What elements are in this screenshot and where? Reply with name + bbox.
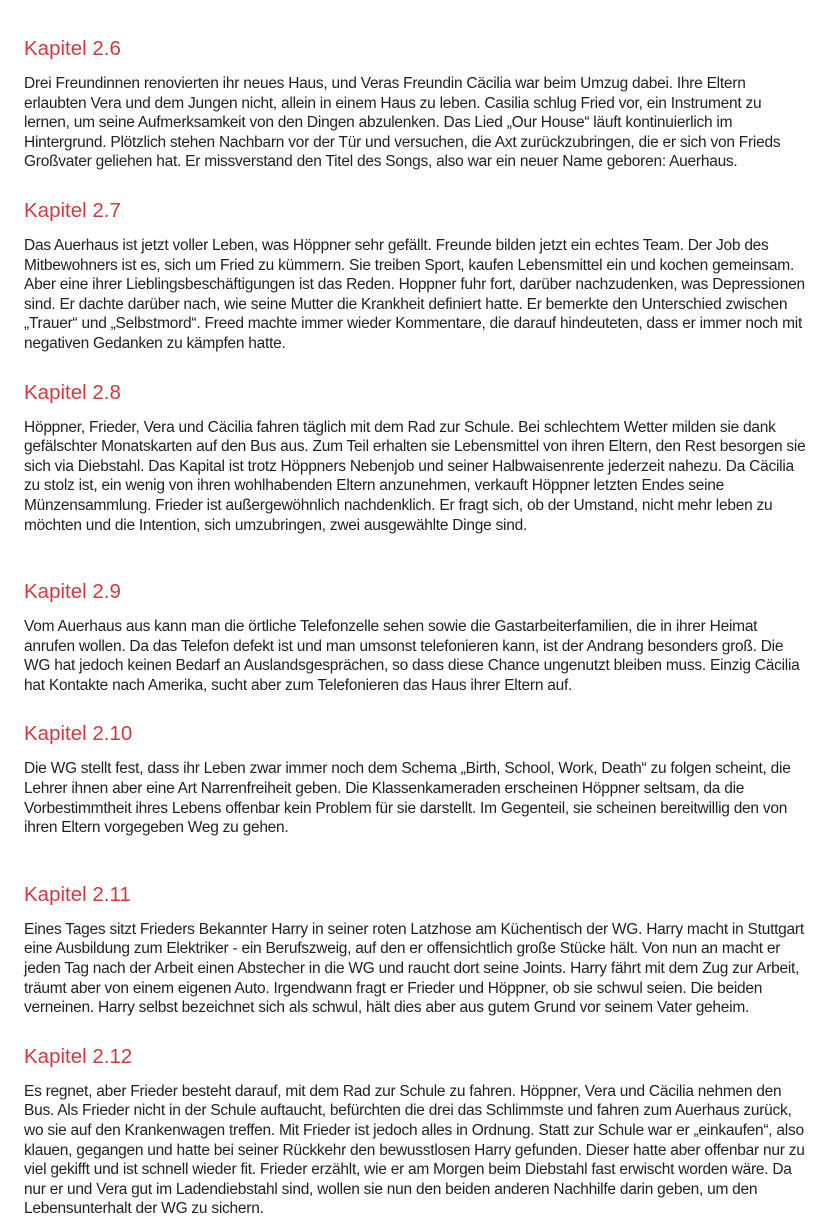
- chapter-section-2-12: [24, 1044, 806, 1219]
- chapter-summary-text: Vom Auerhaus aus kann man die örtliche Telefonzelle sehen sowie die Gastarbeiterfamilien, die in ihrer Heimat anrufen wollen. Da das Telefon defekt ist und man umsonst telefonieren kann, ist der Andrang besonders groß. Die WG hat jedoch keinen Bedarf an Auslandsgesprächen, so dass diese Chance ungenutzt bleiben muss. Einzig Cäcilia hat Kontakte nach Amerika, sucht aber zum Telefonieren das Haus ihrer Eltern auf.: [24, 618, 800, 694]
- chapter-section-2-9: [24, 579, 806, 695]
- chapter-summary-text: Die WG stellt fest, dass ihr Leben zwar immer noch dem Schema „Birth, School, Work, Death“ zu folgen scheint, die Lehrer ihnen aber eine Art Narrenfreiheit geben. Die Klassenkameraden erscheinen Höppner seltsam, da die Vorbestimmtheit ihres Lebens offenbar kein Problem für sie darstellt. Im Gegenteil, sie scheinen bereitwillig den von ihren Eltern vorgegeben Weg zu gehen.: [24, 760, 791, 837]
- chapter-section-2-11: [24, 882, 806, 1018]
- chapter-summary-text: Das Auerhaus ist jetzt voller Leben, was Höppner sehr gefällt. Freunde bilden jetzt ein echtes Team. Der Job des Mitbewohners ist es, sich um Fried zu kümmern. Sie treiben Sport, kaufen Lebensmittel ein und kochen gemeinsam. Aber eine ihrer Lieblingsbeschäftigungen ist das Reden. Hoppner fuhr fort, darüber nachzudenken, was Depressionen sind. Er dachte darüber nach, wie seine Mutter die Krankheit definiert hatte. Er bemerkte den Unterschied zwischen „Trauer“ und „Selbstmord“. Freed machte immer wieder Kommentare, die darauf hindeuteten, dass er immer noch mit negativen Gedanken zu kämpfen hatte.: [24, 236, 805, 352]
- chapter-section-2-6: [24, 36, 806, 172]
- chapter-summary-text: Es regnet, aber Frieder besteht darauf, mit dem Rad zur Schule zu fahren. Höppner, Vera und Cäcilia nehmen den Bus. Als Frieder nicht in der Schule auftaucht, befürchten die drei das Schlimmste und fahren zum Auerhaus zurück, wo sie auf den Krankenwagen treffen. Mit Frieder ist jedoch alles in Ordnung. Statt zur Schule war er „einkaufen“, also klauen, gegangen und hatte bei seiner Rückkehr den bewusstlosen Harry gefunden. Dieser hatte aber offenbar nur zu viel gekifft und ist schnell wieder fit. Frieder erzählt, wie er am Morgen beim Diebstahl fast erwischt worden wäre. Da nur er und Vera gut im Ladendiebstahl sind, wollen sie nun den beiden anderen Nachhilfe darin geben, um den Lebensunterhalt der WG zu sichern.: [24, 1082, 805, 1218]
- chapter-summary-text: Drei Freundinnen renovierten ihr neues Haus, und Veras Freundin Cäcilia war beim Umzug dabei. Ihre Eltern erlaubten Vera und dem Jungen nicht, allein in einem Haus zu leben. Casilia schlug Fried vor, ein Instrument zu lernen, um seine Aufmerksamkeit von den Dingen abzulenken. Das Lied „Our House“ läuft kontinuierlich im Hintergrund. Plötzlich stehen Nachbarn vor der Tür und versuchen, die Axt zurückzubringen, die er sich von Frieds Großvater geliehen hat. Er missverstand den Titel des Songs, also war ein neuer Name geboren: Auerhaus.: [24, 75, 781, 171]
- chapter-summary-text: Eines Tages sitzt Frieders Bekannter Harry in seiner roten Latzhose am Küchentisch der WG. Harry macht in Stuttgart eine Ausbildung zum Elektriker - ein Berufszweig, auf den er offensichtlich große Stücke hält. Von nun an macht er jeden Tag nach der Arbeit einen Abstecher in die WG und raucht dort seine Joints. Harry fährt mit dem Zug zur Arbeit, träumt aber von einem eigenen Auto. Irgendwann fragt er Frieder und Höppner, ob sie schwul seien. Die beiden verneinen. Harry selbst bezeichnet sich als schwul, hält dies aber aus gutem Grund vor seinem Vater geheim.: [24, 920, 804, 1017]
- chapter-heading: Kapitel 2.12: [24, 1044, 133, 1068]
- chapter-heading: Kapitel 2.7: [24, 198, 121, 222]
- chapter-heading: Kapitel 2.8: [24, 380, 121, 404]
- chapter-section-2-10: [24, 721, 806, 837]
- chapter-heading: Kapitel 2.11: [24, 882, 131, 906]
- chapter-section-2-7: [24, 198, 806, 354]
- chapter-heading: Kapitel 2.10: [24, 722, 133, 746]
- chapter-heading: Kapitel 2.6: [24, 37, 121, 60]
- chapter-section-2-8: [24, 380, 806, 536]
- chapter-heading: Kapitel 2.9: [24, 580, 121, 604]
- chapter-summary-text: Höppner, Frieder, Vera und Cäcilia fahren täglich mit dem Rad zur Schule. Bei schlechtem Wetter milden sie dank gefälschter Monatskarten auf den Bus aus. Zum Teil erhalten sie Lebensmittel von ihren Eltern, den Rest besorgen sie sich via Diebstahl. Das Kapital ist trotz Höppners Nebenjob und seiner Halbwaisenrente jederzeit nahezu. Da Cäcilia zu stolz ist, ein wenig von ihren wohlhabenden Eltern anzunehmen, verkauft Höppner letzten Endes seine Münzensammlung. Frieder ist außergewöhnlich nachdenklich. Er fragt sich, ob der Umstand, nicht mehr leben zu möchten und die Intention, sich umzubringen, zwei ausgewählte Dinge sind.: [24, 418, 806, 534]
